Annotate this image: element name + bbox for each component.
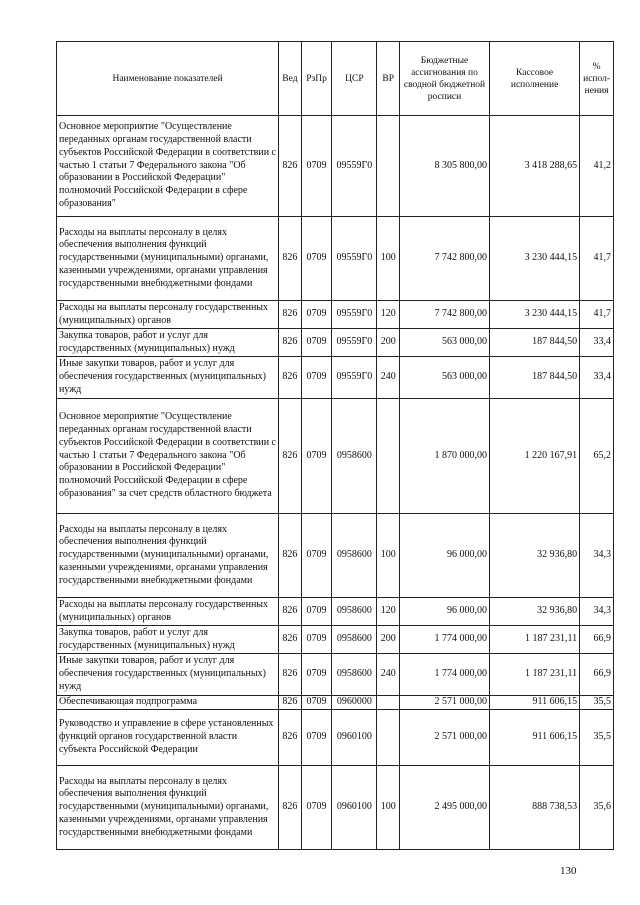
row-ved: 826 — [279, 626, 302, 654]
row-execution: 187 844,50 — [490, 357, 580, 399]
table-row — [57, 399, 614, 514]
row-assignment: 1 870 000,00 — [399, 399, 489, 514]
header-ved: Вед — [279, 42, 302, 116]
row-name: Иные закупки товаров, работ и услуг для обеспечения государственных (муниципальных) нужд — [57, 357, 279, 399]
row-percent: 33,4 — [580, 329, 614, 357]
row-csr: 0960100 — [332, 766, 377, 850]
row-ved: 826 — [279, 217, 302, 301]
row-name: Закупка товаров, работ и услуг для государственных (муниципальных) нужд — [57, 626, 279, 654]
row-vr — [377, 399, 400, 514]
row-csr: 09559Г0 — [332, 357, 377, 399]
row-csr: 0960100 — [332, 710, 377, 766]
header-row — [57, 42, 614, 116]
row-execution: 187 844,50 — [490, 329, 580, 357]
page-number: 130 — [560, 865, 577, 877]
row-assignment: 7 742 800,00 — [399, 217, 489, 301]
row-assignment: 563 000,00 — [399, 357, 489, 399]
row-execution: 3 230 444,15 — [490, 301, 580, 329]
row-csr: 0958600 — [332, 399, 377, 514]
row-rzpr: 0709 — [301, 654, 332, 696]
row-assignment: 96 000,00 — [399, 598, 489, 626]
budget-table — [56, 41, 614, 850]
row-vr: 100 — [377, 766, 400, 850]
row-ved: 826 — [279, 598, 302, 626]
row-ved: 826 — [279, 514, 302, 598]
row-rzpr: 0709 — [301, 766, 332, 850]
row-assignment: 2 495 000,00 — [399, 766, 489, 850]
row-vr: 200 — [377, 329, 400, 357]
row-vr — [377, 710, 400, 766]
row-ved: 826 — [279, 116, 302, 217]
row-execution: 911 606,15 — [490, 696, 580, 710]
row-vr — [377, 696, 400, 710]
row-execution: 1 187 231,11 — [490, 626, 580, 654]
row-csr: 0958600 — [332, 514, 377, 598]
row-name: Расходы на выплаты персоналу государственных (муниципальных) органов — [57, 301, 279, 329]
row-csr: 0958600 — [332, 654, 377, 696]
row-vr: 240 — [377, 654, 400, 696]
row-execution: 32 936,80 — [490, 514, 580, 598]
table-row — [57, 116, 614, 217]
table-body — [57, 116, 614, 850]
row-rzpr: 0709 — [301, 217, 332, 301]
row-vr: 100 — [377, 514, 400, 598]
table-row — [57, 710, 614, 766]
table-row — [57, 598, 614, 626]
row-vr: 100 — [377, 217, 400, 301]
row-percent: 41,7 — [580, 217, 614, 301]
row-execution: 911 606,15 — [490, 710, 580, 766]
row-percent: 66,9 — [580, 626, 614, 654]
row-vr — [377, 116, 400, 217]
header-assignments: Бюджетные ассигнования по сводной бюджетной росписи — [399, 42, 489, 116]
row-csr: 09559Г0 — [332, 217, 377, 301]
row-ved: 826 — [279, 399, 302, 514]
table-row — [57, 217, 614, 301]
row-csr: 09559Г0 — [332, 329, 377, 357]
row-name: Руководство и управление в сфере установленных функций органов государственной власти субъекта Российской Федерации — [57, 710, 279, 766]
row-csr: 0958600 — [332, 598, 377, 626]
table-row — [57, 329, 614, 357]
row-execution: 1 220 167,91 — [490, 399, 580, 514]
row-name: Основное мероприятие "Осуществление переданных органам государственной власти субъектов Российской Федерации в соответствии с частью 1 статьи 7 Федерального закона "Об образовании в Российской Федерации" полномочий Российской Федерации в сфере образования" — [57, 116, 279, 217]
row-assignment: 7 742 800,00 — [399, 301, 489, 329]
row-percent: 35,5 — [580, 696, 614, 710]
row-vr: 240 — [377, 357, 400, 399]
header-vr: ВР — [377, 42, 400, 116]
row-execution: 888 738,53 — [490, 766, 580, 850]
row-execution: 32 936,80 — [490, 598, 580, 626]
row-vr: 200 — [377, 626, 400, 654]
row-assignment: 2 571 000,00 — [399, 710, 489, 766]
row-ved: 826 — [279, 329, 302, 357]
row-assignment: 1 774 000,00 — [399, 626, 489, 654]
header-percent: % испол-нения — [580, 42, 614, 116]
header-cash-execution: Кассовое исполнение — [490, 42, 580, 116]
row-name: Расходы на выплаты персоналу государственных (муниципальных) органов — [57, 598, 279, 626]
row-percent: 33,4 — [580, 357, 614, 399]
table-row — [57, 301, 614, 329]
row-ved: 826 — [279, 301, 302, 329]
row-ved: 826 — [279, 654, 302, 696]
row-rzpr: 0709 — [301, 329, 332, 357]
row-percent: 34,3 — [580, 598, 614, 626]
row-vr: 120 — [377, 598, 400, 626]
row-name: Расходы на выплаты персоналу в целях обеспечения выполнения функций государственными (муниципальными) органами, казенными учреждениями, органами управления государственными внебюджетными фондами — [57, 217, 279, 301]
row-rzpr: 0709 — [301, 301, 332, 329]
row-percent: 66,9 — [580, 654, 614, 696]
header-rzpr: РзПр — [301, 42, 332, 116]
row-name: Обеспечивающая подпрограмма — [57, 696, 279, 710]
row-name: Иные закупки товаров, работ и услуг для обеспечения государственных (муниципальных) нужд — [57, 654, 279, 696]
row-rzpr: 0709 — [301, 710, 332, 766]
row-csr: 0960000 — [332, 696, 377, 710]
row-assignment: 2 571 000,00 — [399, 696, 489, 710]
row-percent: 35,5 — [580, 710, 614, 766]
row-percent: 65,2 — [580, 399, 614, 514]
row-assignment: 96 000,00 — [399, 514, 489, 598]
header-csr: ЦСР — [332, 42, 377, 116]
table-row — [57, 766, 614, 850]
row-rzpr: 0709 — [301, 357, 332, 399]
row-ved: 826 — [279, 696, 302, 710]
row-percent: 35,6 — [580, 766, 614, 850]
row-percent: 41,2 — [580, 116, 614, 217]
row-csr: 0958600 — [332, 626, 377, 654]
row-name: Основное мероприятие "Осуществление переданных органам государственной власти субъектов Российской Федерации в соответствии с частью 1 статьи 7 Федерального закона "Об образовании в Российской Федерации" полномочий Российской Федерации в сфере образования" за счет средств областного бюджета — [57, 399, 279, 514]
row-assignment: 1 774 000,00 — [399, 654, 489, 696]
row-csr: 09559Г0 — [332, 116, 377, 217]
table-row — [57, 514, 614, 598]
row-rzpr: 0709 — [301, 399, 332, 514]
row-rzpr: 0709 — [301, 598, 332, 626]
row-vr: 120 — [377, 301, 400, 329]
row-execution: 1 187 231,11 — [490, 654, 580, 696]
table-row — [57, 696, 614, 710]
table-row — [57, 654, 614, 696]
row-ved: 826 — [279, 710, 302, 766]
row-name: Расходы на выплаты персоналу в целях обеспечения выполнения функций государственными (муниципальными) органами, казенными учреждениями, органами управления государственными внебюджетными фондами — [57, 514, 279, 598]
row-percent: 41,7 — [580, 301, 614, 329]
row-csr: 09559Г0 — [332, 301, 377, 329]
row-assignment: 563 000,00 — [399, 329, 489, 357]
row-ved: 826 — [279, 766, 302, 850]
table-row — [57, 357, 614, 399]
row-rzpr: 0709 — [301, 514, 332, 598]
row-rzpr: 0709 — [301, 696, 332, 710]
row-assignment: 8 305 800,00 — [399, 116, 489, 217]
table-row — [57, 626, 614, 654]
row-execution: 3 230 444,15 — [490, 217, 580, 301]
row-percent: 34,3 — [580, 514, 614, 598]
row-name: Расходы на выплаты персоналу в целях обеспечения выполнения функций государственными (муниципальными) органами, казенными учреждениями, органами управления государственными внебюджетными фондами — [57, 766, 279, 850]
row-rzpr: 0709 — [301, 626, 332, 654]
row-rzpr: 0709 — [301, 116, 332, 217]
row-name: Закупка товаров, работ и услуг для государственных (муниципальных) нужд — [57, 329, 279, 357]
header-name: Наименование показателей — [57, 42, 279, 116]
row-ved: 826 — [279, 357, 302, 399]
row-execution: 3 418 288,65 — [490, 116, 580, 217]
